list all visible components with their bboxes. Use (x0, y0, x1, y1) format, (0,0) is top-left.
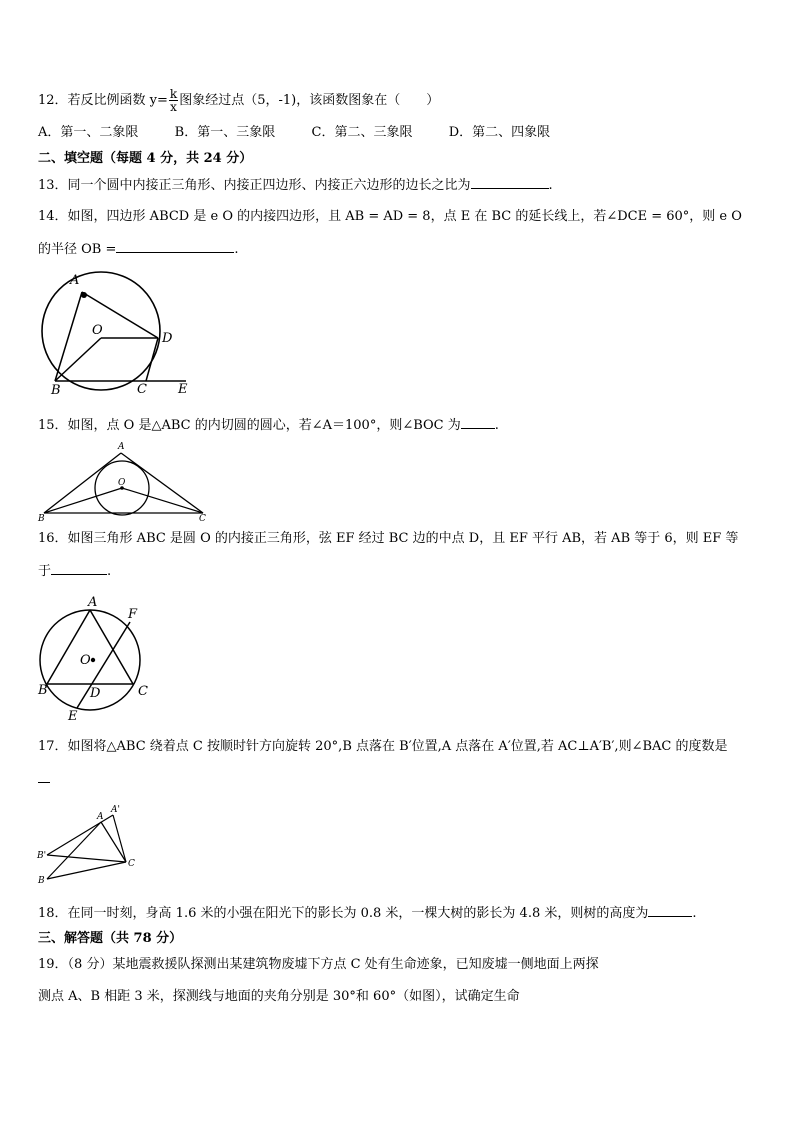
q16-line1: 16．如图三角形 ABC 是圆 O 的内接正三角形，弦 EF 经过 BC 边的中点 D，且 EF 平行 AB，若 AB 等于 6，则 EF 等 (38, 531, 739, 546)
label-e: E (68, 709, 78, 724)
q14-line2: 的半径 OB = . (38, 242, 239, 257)
label-a: A (70, 273, 80, 288)
segment-a2c (113, 815, 126, 862)
option-c: C．第二、三象限 (311, 125, 413, 140)
fraction-k-over-x: $\frac{k}{x}$ (169, 87, 178, 114)
label-b: B (38, 876, 45, 886)
label-f: F (128, 607, 138, 622)
q19-line1: 19．（8 分）某地震救援队探测出某建筑物废墟下方点 C 处有生命迹象，已知废墟一侧地面上两探 (38, 957, 599, 972)
label-b: B (38, 683, 48, 698)
label-o: O (80, 653, 91, 668)
label-c: C (138, 684, 148, 699)
label-a: A (118, 442, 125, 452)
option-b: B．第一、三象限 (174, 125, 276, 140)
label-o: O (118, 478, 126, 488)
q12-stem: 12．若反比例函数 y= $\frac{k}{x}$ 图象经过点（5，-1)，该函数图象在（ ） (38, 87, 440, 114)
segment-ac (101, 822, 126, 862)
q13-stem: 13．同一个圆中内接正三角形、内接正四边形、内接正六边形的边长之比为 . (38, 178, 553, 193)
label-b-prime: B' (37, 851, 47, 861)
label-d: D (90, 686, 101, 701)
answer-blank (648, 904, 692, 917)
q16-line2: 于 . (38, 564, 112, 579)
label-a: A (88, 595, 98, 610)
option-a: A．第一、二象限 (38, 125, 139, 140)
q19-line2: 测点 A、B 相距 3 米，探测线与地面的夹角分别是 30°和 60°（如图），试确定生命 (38, 989, 520, 1004)
q15-stem: 15．如图，点 O 是△ABC 的内切圆的圆心，若∠A＝100°，则∠BOC 为 . (38, 418, 499, 433)
q17-line1: 17．如图将△ABC 绕着点 C 按顺时针方向旋转 20°,B 点落在 B′位置,A 点落在 A′位置,若 AC⊥A′B′,则∠BAC 的度数是 (38, 739, 728, 754)
label-b: B (51, 383, 61, 398)
q18-stem: 18．在同一时刻，身高 1.6 米的小强在阳光下的影长为 0.8 米，一棵大树的影长为 4.8 米，则树的高度为 . (38, 906, 697, 921)
label-a: A (97, 812, 104, 822)
label-c: C (128, 859, 135, 869)
segment-b2c (47, 855, 126, 862)
label-c: C (137, 382, 147, 397)
label-o: O (92, 323, 103, 338)
label-d: D (162, 331, 173, 346)
label-e: E (178, 382, 188, 397)
label-c: C (199, 514, 206, 524)
segment-bc (47, 862, 126, 879)
option-d: D．第二、四象限 (448, 125, 551, 140)
section-solution-heading: 三、解答题（共 78 分） (38, 931, 183, 946)
label-a-prime: A' (111, 805, 120, 815)
label-b: B (38, 514, 45, 524)
section-fill-blank-heading: 二、填空题（每题 4 分，共 24 分） (38, 151, 253, 166)
q14-line1: 14．如图，四边形 ABCD 是 e O 的内接四边形，且 AB = AD = 8，点 E 在 BC 的延长线上，若∠DCE = 60°，则 e O (38, 209, 742, 224)
